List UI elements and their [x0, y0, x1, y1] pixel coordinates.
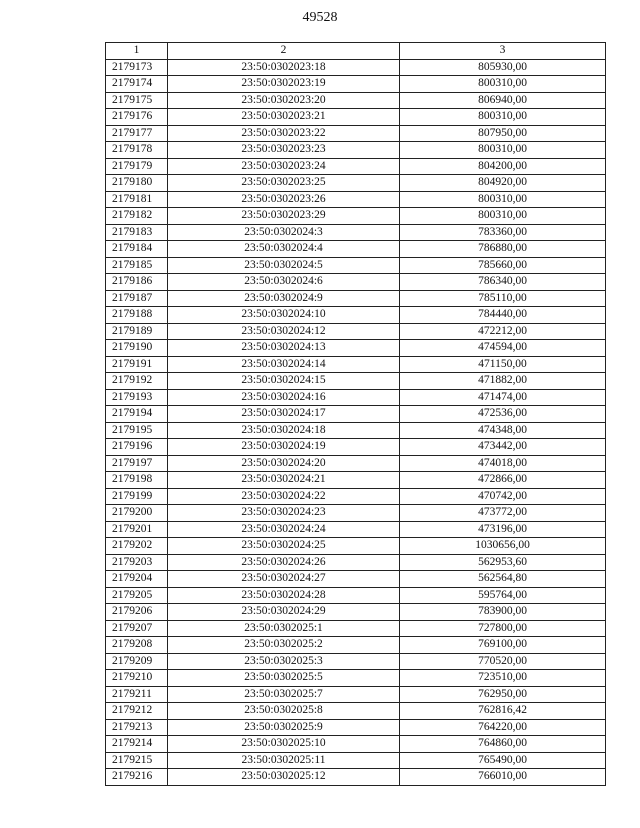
cadastral-number-cell: 23:50:0302023:24 [168, 158, 400, 175]
table-row [106, 455, 606, 472]
value-cell: 765490,00 [400, 752, 606, 769]
value-cell: 727800,00 [400, 620, 606, 637]
value-cell: 786340,00 [400, 274, 606, 291]
value-cell: 474018,00 [400, 455, 606, 472]
record-number-cell: 2179176 [106, 109, 168, 126]
column-header-1: 1 [106, 43, 168, 60]
cadastral-number-cell: 23:50:0302023:19 [168, 76, 400, 93]
cadastral-number-cell: 23:50:0302023:21 [168, 109, 400, 126]
cadastral-number-cell: 23:50:0302024:6 [168, 274, 400, 291]
table-row [106, 554, 606, 571]
table-row [106, 356, 606, 373]
table-row [106, 191, 606, 208]
value-cell: 473196,00 [400, 521, 606, 538]
value-cell: 470742,00 [400, 488, 606, 505]
record-number-cell: 2179198 [106, 472, 168, 489]
cadastral-number-cell: 23:50:0302024:22 [168, 488, 400, 505]
value-cell: 473772,00 [400, 505, 606, 522]
table-row [106, 323, 606, 340]
cadastral-number-cell: 23:50:0302023:18 [168, 59, 400, 76]
table-row [106, 620, 606, 637]
table-row [106, 488, 606, 505]
record-number-cell: 2179177 [106, 125, 168, 142]
record-number-cell: 2179188 [106, 307, 168, 324]
cadastral-number-cell: 23:50:0302024:3 [168, 224, 400, 241]
record-number-cell: 2179206 [106, 604, 168, 621]
cadastral-number-cell: 23:50:0302024:14 [168, 356, 400, 373]
value-cell: 474348,00 [400, 422, 606, 439]
table-row [106, 439, 606, 456]
header-row [106, 43, 606, 60]
record-number-cell: 2179203 [106, 554, 168, 571]
record-number-cell: 2179180 [106, 175, 168, 192]
record-number-cell: 2179175 [106, 92, 168, 109]
table-row [106, 571, 606, 588]
cadastral-number-cell: 23:50:0302024:20 [168, 455, 400, 472]
record-number-cell: 2179212 [106, 703, 168, 720]
column-header-3: 3 [400, 43, 606, 60]
record-number-cell: 2179185 [106, 257, 168, 274]
table-row [106, 373, 606, 390]
record-number-cell: 2179189 [106, 323, 168, 340]
value-cell: 472212,00 [400, 323, 606, 340]
cadastral-number-cell: 23:50:0302023:20 [168, 92, 400, 109]
value-cell: 471474,00 [400, 389, 606, 406]
cadastral-number-cell: 23:50:0302024:21 [168, 472, 400, 489]
cadastral-number-cell: 23:50:0302025:3 [168, 653, 400, 670]
table-row [106, 505, 606, 522]
record-number-cell: 2179181 [106, 191, 168, 208]
record-number-cell: 2179214 [106, 736, 168, 753]
cadastral-number-cell: 23:50:0302024:28 [168, 587, 400, 604]
record-number-cell: 2179201 [106, 521, 168, 538]
record-number-cell: 2179215 [106, 752, 168, 769]
cadastral-number-cell: 23:50:0302024:17 [168, 406, 400, 423]
table-row [106, 703, 606, 720]
table-row [106, 274, 606, 291]
record-number-cell: 2179202 [106, 538, 168, 555]
cadastral-number-cell: 23:50:0302024:12 [168, 323, 400, 340]
record-number-cell: 2179190 [106, 340, 168, 357]
table-row [106, 125, 606, 142]
value-cell: 471882,00 [400, 373, 606, 390]
cadastral-number-cell: 23:50:0302023:29 [168, 208, 400, 225]
table-row [106, 736, 606, 753]
table-row [106, 587, 606, 604]
value-cell: 472536,00 [400, 406, 606, 423]
table-row [106, 224, 606, 241]
record-number-cell: 2179204 [106, 571, 168, 588]
value-cell: 762816,42 [400, 703, 606, 720]
value-cell: 471150,00 [400, 356, 606, 373]
record-number-cell: 2179210 [106, 670, 168, 687]
table-row [106, 257, 606, 274]
cadastral-number-cell: 23:50:0302025:10 [168, 736, 400, 753]
value-cell: 806940,00 [400, 92, 606, 109]
value-cell: 764860,00 [400, 736, 606, 753]
value-cell: 562564,80 [400, 571, 606, 588]
table-row [106, 422, 606, 439]
record-number-cell: 2179191 [106, 356, 168, 373]
record-number-cell: 2179195 [106, 422, 168, 439]
value-cell: 1030656,00 [400, 538, 606, 555]
value-cell: 800310,00 [400, 76, 606, 93]
record-number-cell: 2179173 [106, 59, 168, 76]
record-number-cell: 2179199 [106, 488, 168, 505]
cadastral-number-cell: 23:50:0302024:13 [168, 340, 400, 357]
value-cell: 800310,00 [400, 109, 606, 126]
table-header [106, 43, 606, 60]
table-row [106, 109, 606, 126]
value-cell: 807950,00 [400, 125, 606, 142]
cadastral-number-cell: 23:50:0302024:16 [168, 389, 400, 406]
record-number-cell: 2179194 [106, 406, 168, 423]
record-number-cell: 2179213 [106, 719, 168, 736]
record-number-cell: 2179197 [106, 455, 168, 472]
cadastral-number-cell: 23:50:0302024:27 [168, 571, 400, 588]
value-cell: 800310,00 [400, 191, 606, 208]
record-number-cell: 2179209 [106, 653, 168, 670]
value-cell: 785660,00 [400, 257, 606, 274]
record-number-cell: 2179211 [106, 686, 168, 703]
table-row [106, 142, 606, 159]
table-row [106, 158, 606, 175]
record-number-cell: 2179187 [106, 290, 168, 307]
value-cell: 562953,60 [400, 554, 606, 571]
record-number-cell: 2179193 [106, 389, 168, 406]
record-number-cell: 2179200 [106, 505, 168, 522]
cadastral-number-cell: 23:50:0302023:22 [168, 125, 400, 142]
record-number-cell: 2179205 [106, 587, 168, 604]
table-row [106, 719, 606, 736]
cadastral-number-cell: 23:50:0302025:12 [168, 769, 400, 786]
table-row [106, 521, 606, 538]
record-number-cell: 2179196 [106, 439, 168, 456]
value-cell: 785110,00 [400, 290, 606, 307]
record-number-cell: 2179216 [106, 769, 168, 786]
cadastral-number-cell: 23:50:0302024:5 [168, 257, 400, 274]
cadastral-number-cell: 23:50:0302024:23 [168, 505, 400, 522]
value-cell: 784440,00 [400, 307, 606, 324]
cadastral-number-cell: 23:50:0302024:9 [168, 290, 400, 307]
record-number-cell: 2179184 [106, 241, 168, 258]
cadastral-number-cell: 23:50:0302024:4 [168, 241, 400, 258]
cadastral-number-cell: 23:50:0302025:11 [168, 752, 400, 769]
column-header-2: 2 [168, 43, 400, 60]
table-row [106, 752, 606, 769]
table-row [106, 604, 606, 621]
record-number-cell: 2179174 [106, 76, 168, 93]
value-cell: 723510,00 [400, 670, 606, 687]
value-cell: 770520,00 [400, 653, 606, 670]
table-row [106, 769, 606, 786]
cadastral-number-cell: 23:50:0302024:19 [168, 439, 400, 456]
value-cell: 472866,00 [400, 472, 606, 489]
value-cell: 764220,00 [400, 719, 606, 736]
cadastral-number-cell: 23:50:0302025:1 [168, 620, 400, 637]
record-number-cell: 2179179 [106, 158, 168, 175]
table-row [106, 175, 606, 192]
cadastral-number-cell: 23:50:0302023:23 [168, 142, 400, 159]
cadastral-number-cell: 23:50:0302025:7 [168, 686, 400, 703]
value-cell: 473442,00 [400, 439, 606, 456]
table-row [106, 389, 606, 406]
cadastral-number-cell: 23:50:0302024:25 [168, 538, 400, 555]
table-row [106, 686, 606, 703]
value-cell: 762950,00 [400, 686, 606, 703]
table-row [106, 653, 606, 670]
record-number-cell: 2179183 [106, 224, 168, 241]
page-number: 49528 [302, 10, 338, 25]
cadastral-number-cell: 23:50:0302024:29 [168, 604, 400, 621]
table-row [106, 76, 606, 93]
data-table [105, 42, 606, 786]
table-row [106, 208, 606, 225]
record-number-cell: 2179186 [106, 274, 168, 291]
table-row [106, 670, 606, 687]
record-number-cell: 2179208 [106, 637, 168, 654]
cadastral-number-cell: 23:50:0302024:18 [168, 422, 400, 439]
value-cell: 783900,00 [400, 604, 606, 621]
cadastral-number-cell: 23:50:0302025:8 [168, 703, 400, 720]
value-cell: 804920,00 [400, 175, 606, 192]
table-row [106, 538, 606, 555]
value-cell: 595764,00 [400, 587, 606, 604]
record-number-cell: 2179182 [106, 208, 168, 225]
table-row [106, 307, 606, 324]
table-row [106, 406, 606, 423]
table-row [106, 290, 606, 307]
cadastral-number-cell: 23:50:0302025:9 [168, 719, 400, 736]
table-row [106, 637, 606, 654]
cadastral-number-cell: 23:50:0302025:5 [168, 670, 400, 687]
cadastral-number-cell: 23:50:0302024:15 [168, 373, 400, 390]
cadastral-number-cell: 23:50:0302025:2 [168, 637, 400, 654]
record-number-cell: 2179178 [106, 142, 168, 159]
cadastral-number-cell: 23:50:0302023:25 [168, 175, 400, 192]
table-row [106, 472, 606, 489]
table-row [106, 92, 606, 109]
table-row [106, 59, 606, 76]
cadastral-number-cell: 23:50:0302024:24 [168, 521, 400, 538]
record-number-cell: 2179207 [106, 620, 168, 637]
value-cell: 474594,00 [400, 340, 606, 357]
value-cell: 805930,00 [400, 59, 606, 76]
value-cell: 804200,00 [400, 158, 606, 175]
cadastral-number-cell: 23:50:0302024:26 [168, 554, 400, 571]
value-cell: 769100,00 [400, 637, 606, 654]
cadastral-number-cell: 23:50:0302023:26 [168, 191, 400, 208]
value-cell: 800310,00 [400, 142, 606, 159]
value-cell: 800310,00 [400, 208, 606, 225]
value-cell: 766010,00 [400, 769, 606, 786]
table-row [106, 340, 606, 357]
value-cell: 783360,00 [400, 224, 606, 241]
table-body [106, 59, 606, 785]
table-row [106, 241, 606, 258]
record-number-cell: 2179192 [106, 373, 168, 390]
cadastral-number-cell: 23:50:0302024:10 [168, 307, 400, 324]
value-cell: 786880,00 [400, 241, 606, 258]
